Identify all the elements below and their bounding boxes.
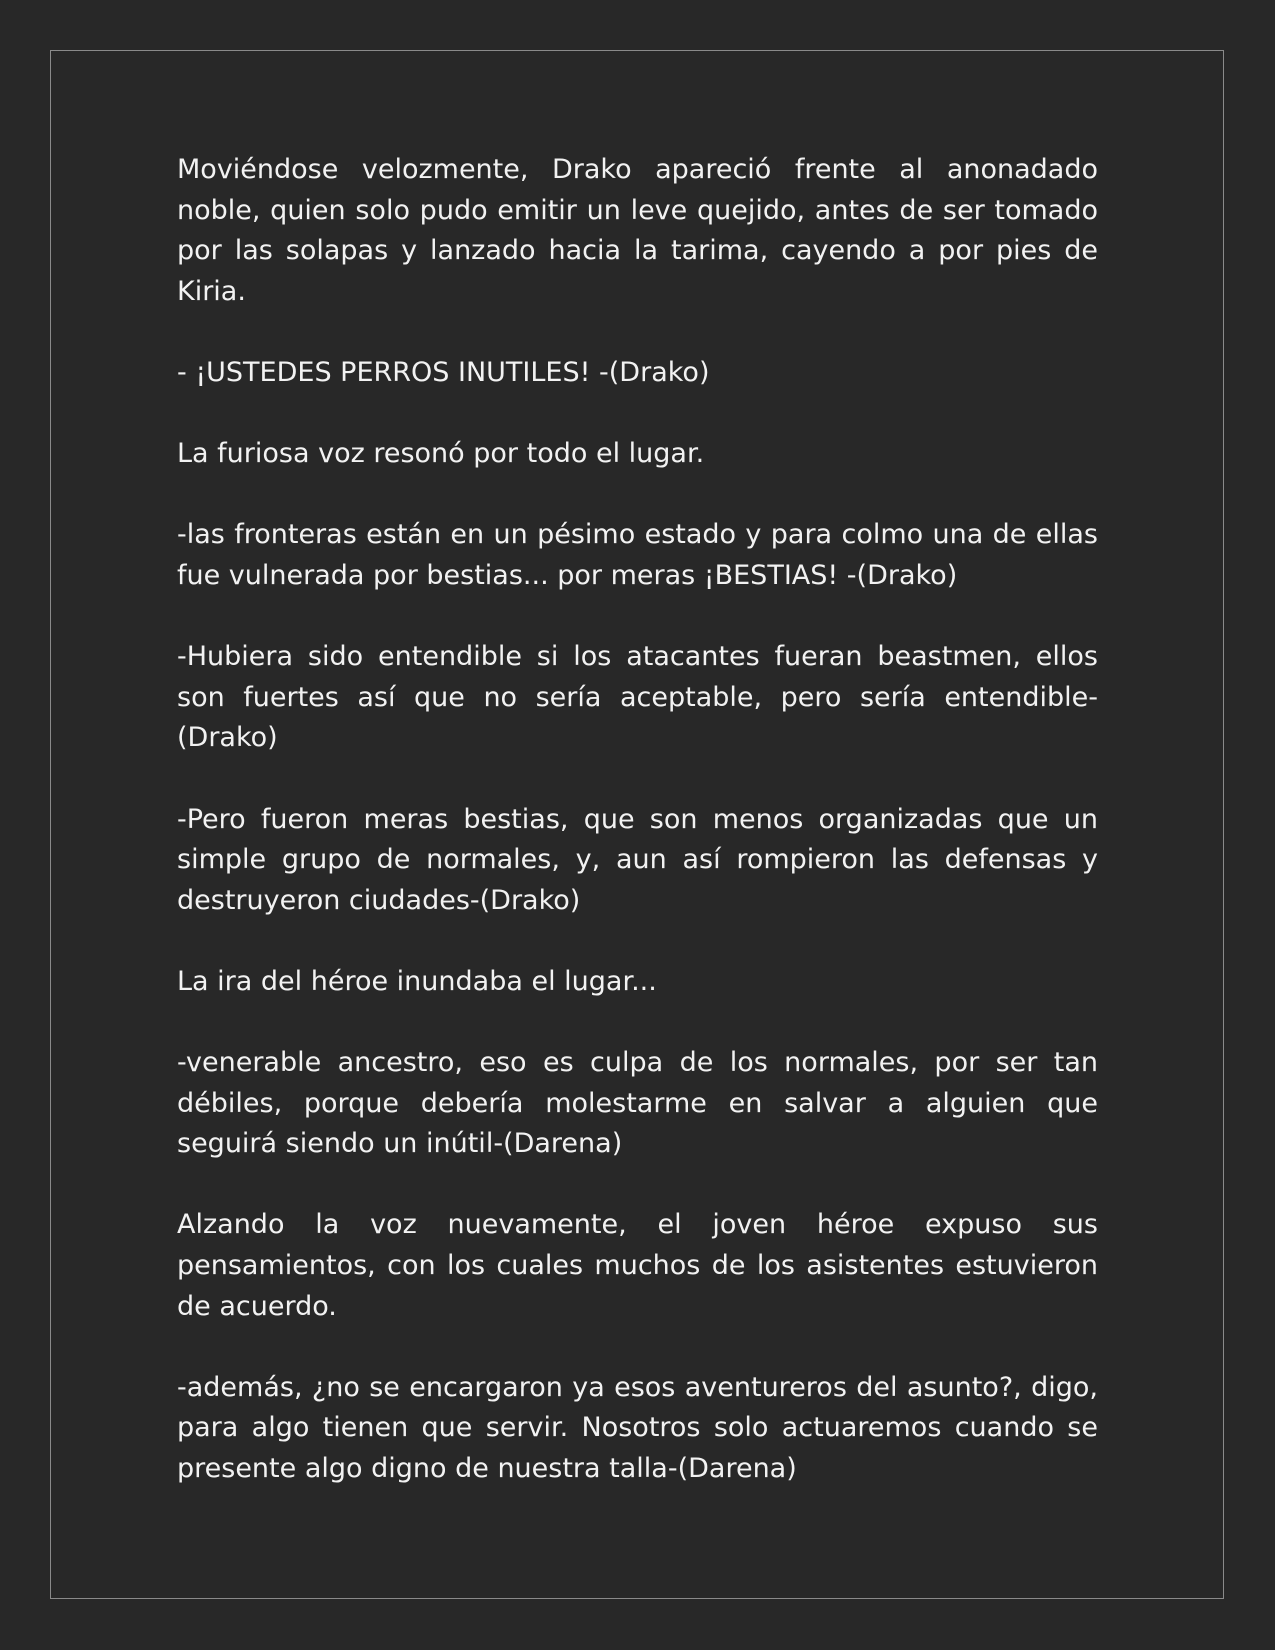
paragraph-4: -las fronteras están en un pésimo estado y para colmo una de ellas fue vulnerada por bestias... por meras ¡BESTIAS! -(Drako)	[177, 519, 1098, 591]
paragraph-2: - ¡USTEDES PERROS INUTILES! -(Drako)	[177, 356, 710, 388]
paragraph-5: -Hubiera sido entendible si los atacantes fueran beastmen, ellos son fuertes así que no sería aceptable, pero sería entendible-(Drako)	[177, 641, 1098, 754]
paragraph-10: -además, ¿no se encargaron ya esos aventureros del asunto?, digo, para algo tienen que servir. Nosotros solo actuaremos cuando se presente algo digno de nuestra talla-(Darena)	[177, 1371, 1098, 1484]
paragraph-6: -Pero fueron meras bestias, que son menos organizadas que un simple grupo de normales, y, aun así rompieron las defensas y destruyeron ciudades-(Drako)	[177, 803, 1098, 916]
paragraph-3: La furiosa voz resonó por todo el lugar.	[177, 438, 705, 470]
paragraph-1: Moviéndose velozmente, Drako apareció frente al anonadado noble, quien solo pudo emitir un leve quejido, antes de ser tomado por las solapas y lanzado hacia la tarima, cayendo a por pies de Kiria.	[177, 154, 1098, 307]
paragraph-9: Alzando la voz nuevamente, el joven héroe expuso sus pensamientos, con los cuales muchos de los asistentes estuvieron de acuerdo.	[177, 1209, 1098, 1322]
paragraph-8: -venerable ancestro, eso es culpa de los normales, por ser tan débiles, porque debería molestarme en salvar a alguien que seguirá siendo un inútil-(Darena)	[177, 1047, 1098, 1160]
document-body	[177, 150, 1098, 1530]
paragraph-7: La ira del héroe inundaba el lugar...	[177, 965, 657, 997]
